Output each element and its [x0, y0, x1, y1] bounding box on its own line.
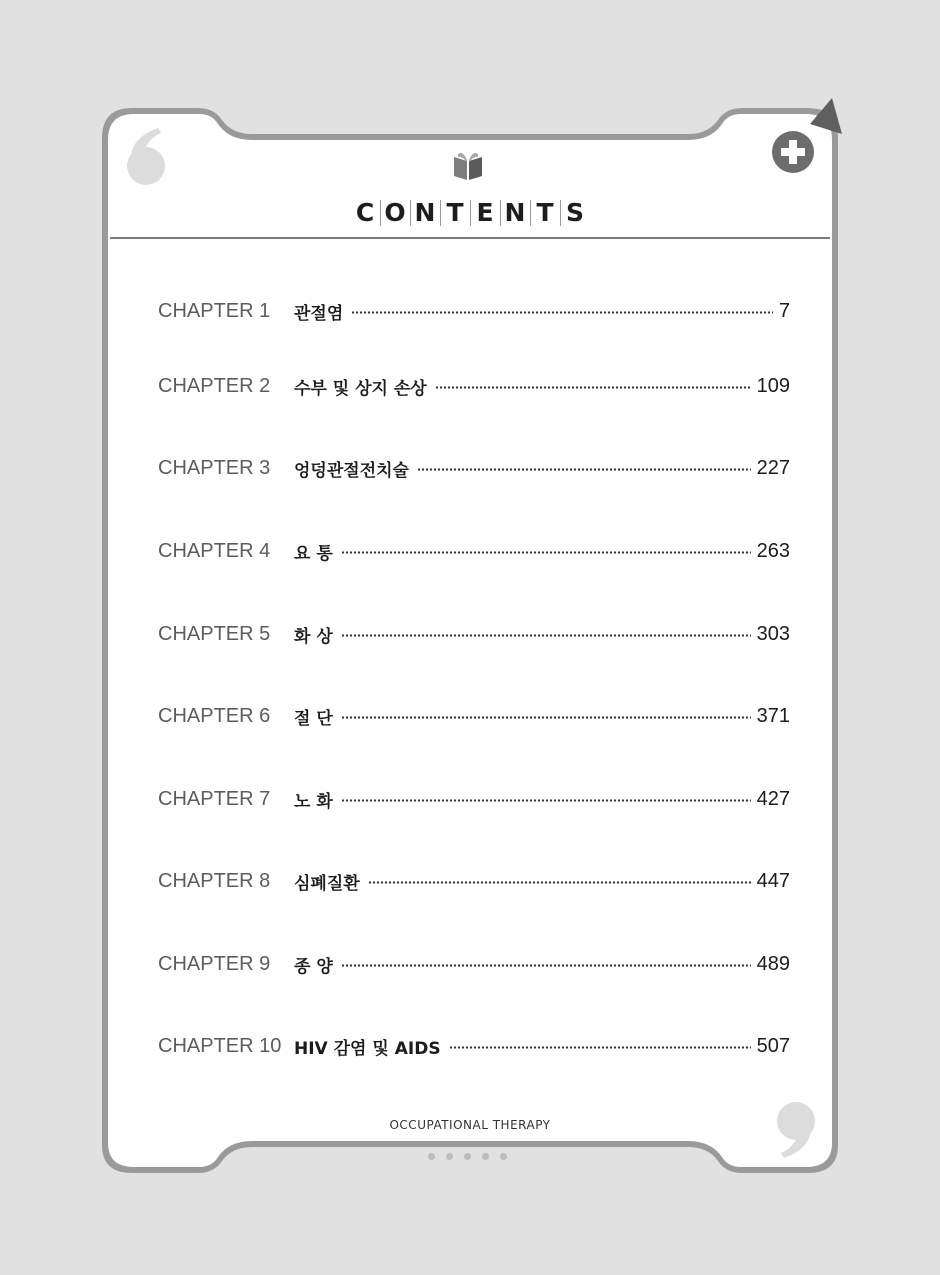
chapter-title: 엉덩관절전치술	[294, 460, 409, 481]
chapter-label: CHAPTER 7	[158, 787, 271, 810]
page-number: 507	[756, 1034, 790, 1057]
chapter-title: 수부 및 상지 손상	[294, 378, 427, 399]
chapter-title: 요 통	[294, 543, 333, 564]
dot-leader	[341, 716, 751, 719]
title-letter: E	[476, 198, 494, 227]
page-dot	[446, 1153, 453, 1160]
dot-leader	[435, 386, 751, 389]
dot-leader	[341, 551, 751, 554]
chapter-label: CHAPTER 6	[158, 704, 271, 727]
toc-entry[interactable]	[158, 866, 790, 896]
toc-entry[interactable]	[158, 784, 790, 814]
chapter-title: 관절염	[294, 303, 344, 324]
chapter-label: CHAPTER 8	[158, 869, 271, 892]
title-letter: N	[414, 198, 436, 227]
title-letter: T	[446, 198, 464, 227]
page-dot	[482, 1153, 489, 1160]
toc-entry[interactable]	[158, 1031, 790, 1061]
toc-entry[interactable]	[158, 453, 790, 483]
toc-entry[interactable]	[158, 619, 790, 649]
page-dot	[464, 1153, 471, 1160]
chapter-title: 화 상	[294, 626, 333, 647]
dot-leader	[341, 634, 751, 637]
chapter-label: CHAPTER 10	[158, 1034, 282, 1057]
dot-leader	[449, 1046, 751, 1049]
chapter-title: 노 화	[294, 791, 333, 812]
title-letter: O	[384, 198, 406, 227]
page-dot	[500, 1153, 507, 1160]
page-number: 263	[756, 539, 790, 562]
dot-leader	[351, 311, 773, 314]
page-number: 7	[778, 299, 790, 322]
contents-title	[0, 197, 940, 229]
dot-leader	[341, 964, 751, 967]
page-number: 371	[756, 704, 790, 727]
pagination-dots	[428, 1153, 507, 1160]
chapter-label: CHAPTER 2	[158, 374, 271, 397]
chapter-title: HIV 감염 및 AIDS	[294, 1038, 441, 1059]
page-number: 427	[756, 787, 790, 810]
dot-leader	[368, 881, 751, 884]
dot-leader	[417, 468, 751, 471]
page-number: 447	[756, 869, 790, 892]
title-letter: T	[536, 198, 554, 227]
toc-entry[interactable]	[158, 536, 790, 566]
toc-entry[interactable]	[158, 949, 790, 979]
title-letter: N	[504, 198, 526, 227]
chapter-label: CHAPTER 5	[158, 622, 271, 645]
dot-leader	[341, 799, 751, 802]
page-dot	[428, 1153, 435, 1160]
toc-entry[interactable]	[158, 296, 790, 326]
toc-entry[interactable]	[158, 701, 790, 731]
footer-text: OCCUPATIONAL THERAPY	[389, 1118, 551, 1132]
chapter-label: CHAPTER 4	[158, 539, 271, 562]
chapter-title: 절 단	[294, 708, 333, 729]
page-number: 109	[756, 374, 790, 397]
page-number: 489	[756, 952, 790, 975]
chapter-label: CHAPTER 9	[158, 952, 271, 975]
chapter-title: 종 양	[294, 956, 333, 977]
chapter-title: 심폐질환	[294, 873, 360, 894]
header-divider	[110, 237, 830, 239]
chapter-label: CHAPTER 1	[158, 299, 271, 322]
toc-entry[interactable]	[158, 371, 790, 401]
title-letter: S	[565, 198, 584, 227]
title-letter: C	[355, 198, 375, 227]
chapter-label: CHAPTER 3	[158, 456, 271, 479]
page-number: 303	[756, 622, 790, 645]
open-book-icon	[450, 148, 486, 184]
page-number: 227	[756, 456, 790, 479]
